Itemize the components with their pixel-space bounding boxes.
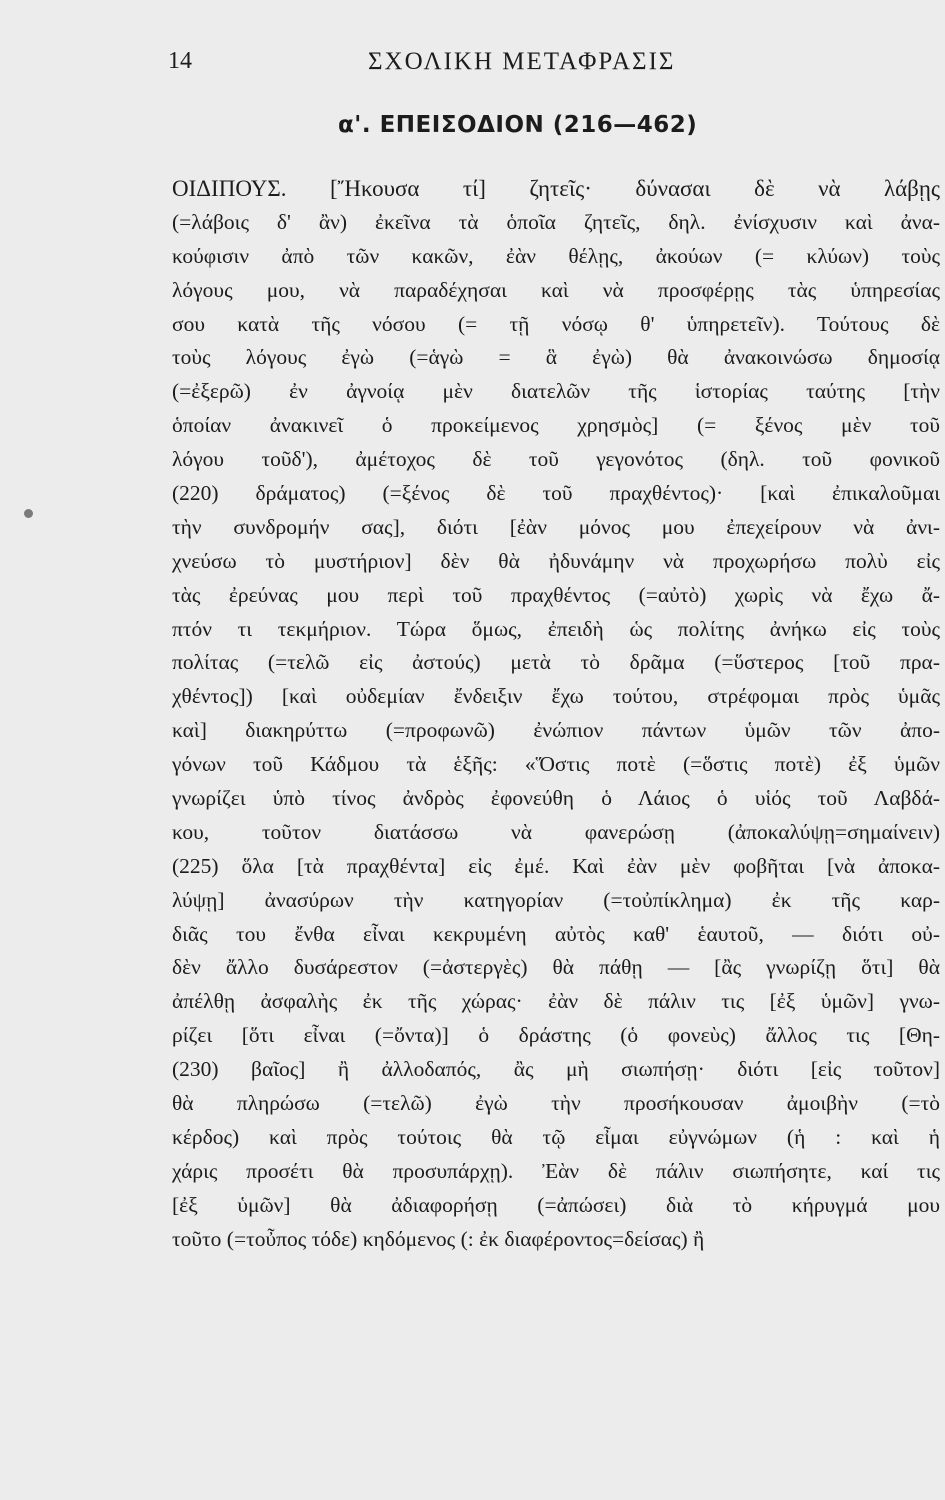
text-line: (220) δράματος) (=ξένος δὲ τοῦ πραχθέντος)· [καὶ ἐπικαλοῦμαι xyxy=(172,481,940,506)
text-line: τὰς ἐρεύνας μου περὶ τοῦ πραχθέντος (=αὐτὸ) χωρὶς νὰ ἔχω ἄ- xyxy=(172,582,940,607)
text-line: καὶ] διακηρύττω (=προφωνῶ) ἐνώπιον πάντων ὑμῶν τῶν ἀπο- xyxy=(172,718,940,743)
text-line: (230) βαῖος] ἢ ἀλλοδαπός, ἂς μὴ σιωπήσῃ· διότι [εἰς τοῦτον] xyxy=(172,1057,940,1082)
running-title: ΣΧΟΛΙΚΗ ΜΕΤΑΦΡΑΣΙΣ xyxy=(368,48,676,75)
text-line: ἀπέλθῃ ἀσφαλὴς ἐκ τῆς χώρας· ἐὰν δὲ πάλιν τις [ἐξ ὑμῶν] γνω- xyxy=(172,989,940,1014)
section-heading: α'. ΕΠΕΙΣΟΔΙΟΝ (216—462) xyxy=(338,112,698,138)
text-line: τὴν συνδρομήν σας], διότι [ἐὰν μόνος μου ἐπεχείρουν νὰ ἀνι- xyxy=(172,514,940,539)
page-header xyxy=(168,48,768,80)
text-line: ΟΙΔΙΠΟΥΣ. [Ἤκουσα τί] ζητεῖς· δύνασαι δὲ νὰ λάβῃς xyxy=(172,176,940,201)
text-line: ὁποίαν ἀνακινεῖ ὁ προκείμενος χρησμὸς] (= ξένος μὲν τοῦ xyxy=(172,413,940,438)
text-line: τοὺς λόγους ἐγὼ (=ἁγὼ = ἃ ἐγὼ) θὰ ἀνακοινώσω δημοσίᾳ xyxy=(172,345,940,370)
text-line: τοῦτο (=τοὖπος τόδε) κηδόμενος (: ἐκ διαφέροντος=δείσας) ἢ xyxy=(172,1226,705,1251)
page-number: 14 xyxy=(168,48,192,74)
text-line: γόνων τοῦ Κάδμου τὰ ἑξῆς: «Ὅστις ποτὲ (=ὅστις ποτὲ) ἐξ ὑμῶν xyxy=(172,752,940,777)
text-line: θὰ πληρώσω (=τελῶ) ἐγὼ τὴν προσήκουσαν ἀμοιβὴν (=τὸ xyxy=(172,1091,940,1116)
text-line: κέρδος) καὶ πρὸς τούτοις θὰ τῷ εἶμαι εὐγνώμων (ἡ : καὶ ἡ xyxy=(172,1124,940,1149)
text-line: χνεύσω τὸ μυστήριον] δὲν θὰ ἠδυνάμην νὰ προχωρήσω πολὺ εἰς xyxy=(172,548,940,573)
text-line: λόγους μου, νὰ παραδέχησαι καὶ νὰ προσφέρῃς τὰς ὑπηρεσίας xyxy=(172,277,940,302)
text-line: [ἐξ ὑμῶν] θὰ ἀδιαφορήσῃ (=ἀπώσει) διὰ τὸ κήρυγμά μου xyxy=(172,1192,940,1217)
text-line: ρίζει [ὅτι εἶναι (=ὄντα)] ὁ δράστης (ὁ φονεὺς) ἄλλος τις [Θη- xyxy=(172,1023,940,1048)
text-line: χάρις προσέτι θὰ προσυπάρχῃ). Ἐὰν δὲ πάλιν σιωπήσητε, καί τις xyxy=(172,1158,940,1183)
text-line: (=ἐξερῶ) ἐν ἀγνοίᾳ μὲν διατελῶν τῆς ἱστορίας ταύτης [τὴν xyxy=(172,379,940,404)
text-line: κούφισιν ἀπὸ τῶν κακῶν, ἐὰν θέλῃς, ἀκούων (= κλύων) τοὺς xyxy=(172,243,940,268)
text-line: λύψῃ] ἀνασύρων τὴν κατηγορίαν (=τοὐπίκλημα) ἐκ τῆς καρ- xyxy=(172,887,940,912)
text-line: πολίτας (=τελῶ εἰς ἀστούς) μετὰ τὸ δρᾶμα (=ὕστερος [τοῦ πρα- xyxy=(172,650,940,675)
text-line: δὲν ἄλλο δυσάρεστον (=ἀστεργὲς) θὰ πάθῃ — [ἂς γνωρίζῃ ὅτι] θὰ xyxy=(172,955,940,980)
margin-dot xyxy=(24,509,33,518)
text-line: πτόν τι τεκμήριον. Τώρα ὅμως, ἐπειδὴ ὡς πολίτης ἀνήκω εἰς τοὺς xyxy=(172,616,940,641)
text-line: γνωρίζει ὑπὸ τίνος ἀνδρὸς ἐφονεύθη ὁ Λάιος ὁ υἱός τοῦ Λαβδά- xyxy=(172,786,940,811)
text-line: σου κατὰ τῆς νόσου (= τῇ νόσῳ θ' ὑπηρετεῖν). Τούτους δὲ xyxy=(172,311,940,336)
text-line: διᾶς του ἔνθα εἶναι κεκρυμένη αὐτὸς καθ' ἑαυτοῦ, — διότι οὐ- xyxy=(172,921,940,946)
text-line: κου, τοῦτον διατάσσω νὰ φανερώσῃ (ἀποκαλύψῃ=σημαίνειν) xyxy=(172,819,940,844)
text-line: (225) ὅλα [τὰ πραχθέντα] εἰς ἐμέ. Καὶ ἐὰν μὲν φοβῆται [νὰ ἀποκα- xyxy=(172,853,940,878)
text-line: χθέντος]) [καὶ οὐδεμίαν ἔνδειξιν ἔχω τούτου, στρέφομαι πρὸς ὑμᾶς xyxy=(172,684,940,709)
body-text xyxy=(172,172,940,1257)
text-line: λόγου τοῦδ'), ἀμέτοχος δὲ τοῦ γεγονότος (δηλ. τοῦ φονικοῦ xyxy=(172,447,940,472)
text-line: (=λάβοις δ' ἂν) ἐκεῖνα τὰ ὁποῖα ζητεῖς, δηλ. ἐνίσχυσιν καὶ ἀνα- xyxy=(172,209,940,234)
